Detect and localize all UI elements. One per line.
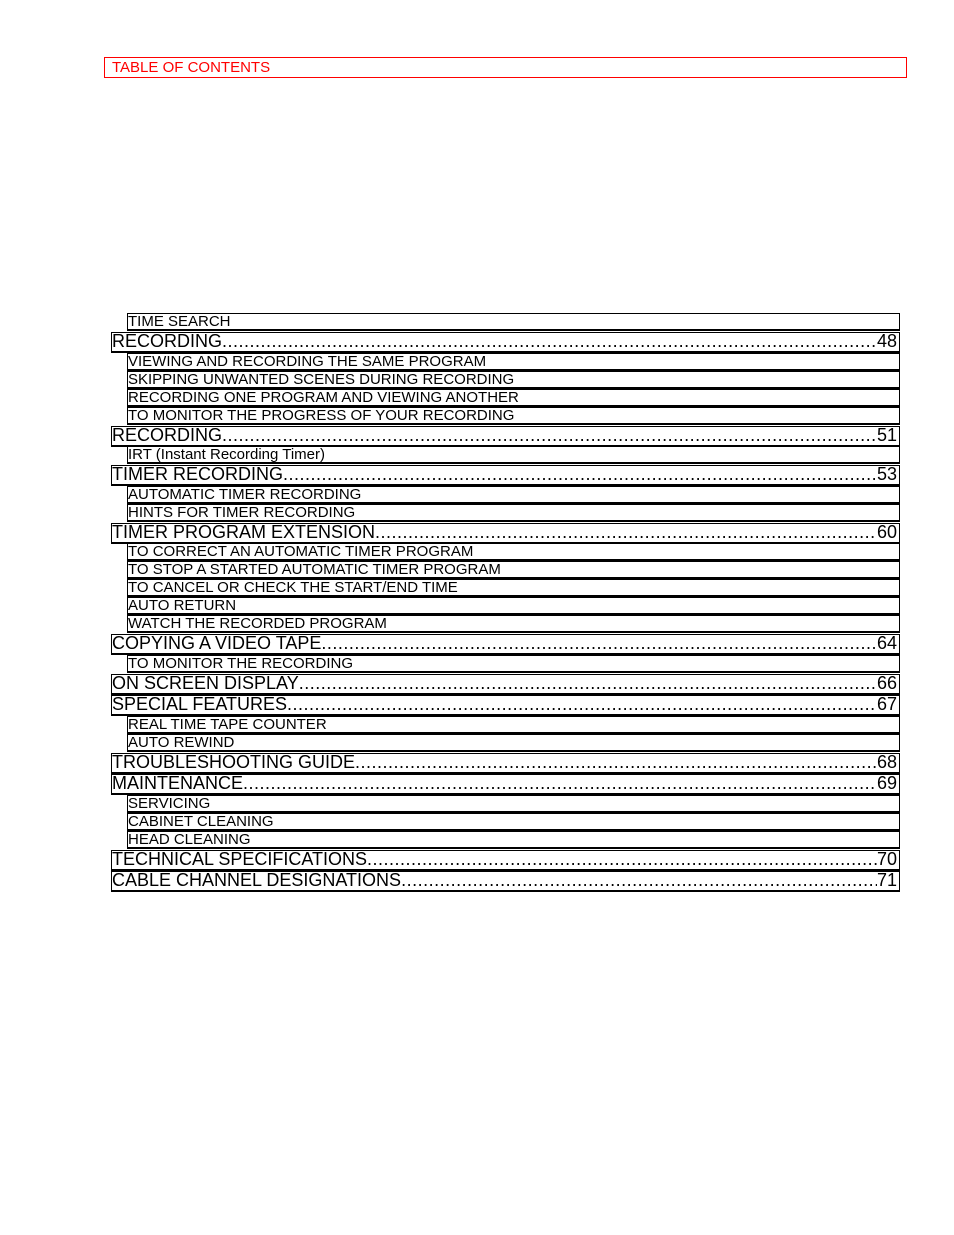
toc-page-number: 64: [876, 634, 897, 653]
toc-entry-title: TIME SEARCH: [128, 313, 231, 330]
toc-entry-title: CABLE CHANNEL DESIGNATIONS: [112, 871, 402, 890]
toc-entry-title: TO CORRECT AN AUTOMATIC TIMER PROGRAM: [128, 543, 474, 560]
toc-entry-title: TIMER RECORDING: [112, 465, 283, 484]
toc-page-number: 67: [876, 695, 897, 714]
toc-entry-title: RECORDING ONE PROGRAM AND VIEWING ANOTHER: [128, 389, 519, 406]
toc-subentry[interactable]: [127, 504, 900, 522]
toc-subentry[interactable]: [127, 407, 900, 425]
toc-page-number: 70: [876, 850, 897, 869]
toc-entry-title: CABINET CLEANING: [128, 813, 274, 830]
toc-entry-title: ON SCREEN DISPLAY: [112, 674, 299, 693]
toc-entry[interactable]: [111, 523, 900, 544]
toc-entry-title: AUTO RETURN: [128, 597, 237, 614]
toc-subentry[interactable]: [127, 615, 900, 633]
toc-page-number: 51: [876, 426, 897, 445]
toc-entry-title: AUTOMATIC TIMER RECORDING: [128, 486, 362, 503]
toc-entry-title: AUTO REWIND: [128, 734, 235, 751]
dot-leader: [367, 850, 877, 869]
toc-page-number: 60: [876, 523, 897, 542]
toc-entry[interactable]: [111, 674, 900, 695]
toc-entry[interactable]: [111, 332, 900, 353]
dot-leader: [375, 523, 877, 542]
toc-page-number: 71: [876, 871, 897, 890]
dot-leader: [299, 674, 877, 693]
toc-entry-title: RECORDING: [112, 426, 223, 445]
toc-entry-title: IRT (Instant Recording Timer): [128, 446, 326, 463]
toc-subentry[interactable]: [127, 561, 900, 579]
toc-entry[interactable]: [111, 850, 900, 871]
toc-entry-title: COPYING A VIDEO TAPE: [112, 634, 322, 653]
toc-entry-title: TO STOP A STARTED AUTOMATIC TIMER PROGRAM: [128, 561, 501, 578]
dot-leader: [355, 753, 877, 772]
page-title: TABLE OF CONTENTS: [112, 59, 271, 76]
dot-leader: [401, 871, 877, 890]
toc-page-number: 68: [876, 753, 897, 772]
toc-entry[interactable]: [111, 695, 900, 716]
toc-entry[interactable]: [111, 634, 900, 655]
toc-entry-title: HINTS FOR TIMER RECORDING: [128, 504, 356, 521]
toc-subentry[interactable]: [127, 813, 900, 831]
toc-entry-title: VIEWING AND RECORDING THE SAME PROGRAM: [128, 353, 487, 370]
toc-subentry[interactable]: [127, 716, 900, 734]
toc-entry[interactable]: [111, 753, 900, 774]
toc-subentry[interactable]: [127, 655, 900, 673]
dot-leader: [222, 332, 877, 351]
toc-entry-title: SPECIAL FEATURES: [112, 695, 288, 714]
dot-leader: [222, 426, 877, 445]
toc-entry-title: HEAD CLEANING: [128, 831, 251, 848]
toc-subentry[interactable]: [127, 353, 900, 371]
toc-entry-title: TO MONITOR THE RECORDING: [128, 655, 354, 672]
dot-leader: [283, 465, 877, 484]
toc-subentry[interactable]: [127, 371, 900, 389]
toc-entry[interactable]: [111, 871, 900, 892]
dot-leader: [321, 634, 877, 653]
toc-entry-title: SKIPPING UNWANTED SCENES DURING RECORDING: [128, 371, 515, 388]
toc-subentry[interactable]: [127, 486, 900, 504]
toc-subentry[interactable]: [127, 579, 900, 597]
toc-page-number: 66: [876, 674, 897, 693]
toc-entry-title: TECHNICAL SPECIFICATIONS: [112, 850, 368, 869]
toc-entry-title: TROUBLESHOOTING GUIDE: [112, 753, 356, 772]
toc-entry-title: TIMER PROGRAM EXTENSION: [112, 523, 376, 542]
toc-entry[interactable]: [111, 465, 900, 486]
dot-leader: [287, 695, 877, 714]
toc-entry-title: TO CANCEL OR CHECK THE START/END TIME: [128, 579, 458, 596]
toc-subentry[interactable]: [127, 313, 900, 331]
toc-entry-title: REAL TIME TAPE COUNTER: [128, 716, 327, 733]
toc-subentry[interactable]: [127, 446, 900, 464]
toc-entry-title: TO MONITOR THE PROGRESS OF YOUR RECORDING: [128, 407, 515, 424]
toc-subentry[interactable]: [127, 597, 900, 615]
toc-page-number: 69: [876, 774, 897, 793]
toc-entry-title: RECORDING: [112, 332, 223, 351]
toc-subentry[interactable]: [127, 795, 900, 813]
toc-subentry[interactable]: [127, 734, 900, 752]
toc-page-number: 48: [876, 332, 897, 351]
toc-subentry[interactable]: [127, 831, 900, 849]
toc-entry-title: WATCH THE RECORDED PROGRAM: [128, 615, 387, 632]
toc-entry[interactable]: [111, 426, 900, 447]
toc-subentry[interactable]: [127, 543, 900, 561]
toc-subentry[interactable]: [127, 389, 900, 407]
toc-entry[interactable]: [111, 774, 900, 795]
dot-leader: [243, 774, 877, 793]
toc-page-number: 53: [876, 465, 897, 484]
toc-entry-title: MAINTENANCE: [112, 774, 244, 793]
toc-entry-title: SERVICING: [128, 795, 211, 812]
